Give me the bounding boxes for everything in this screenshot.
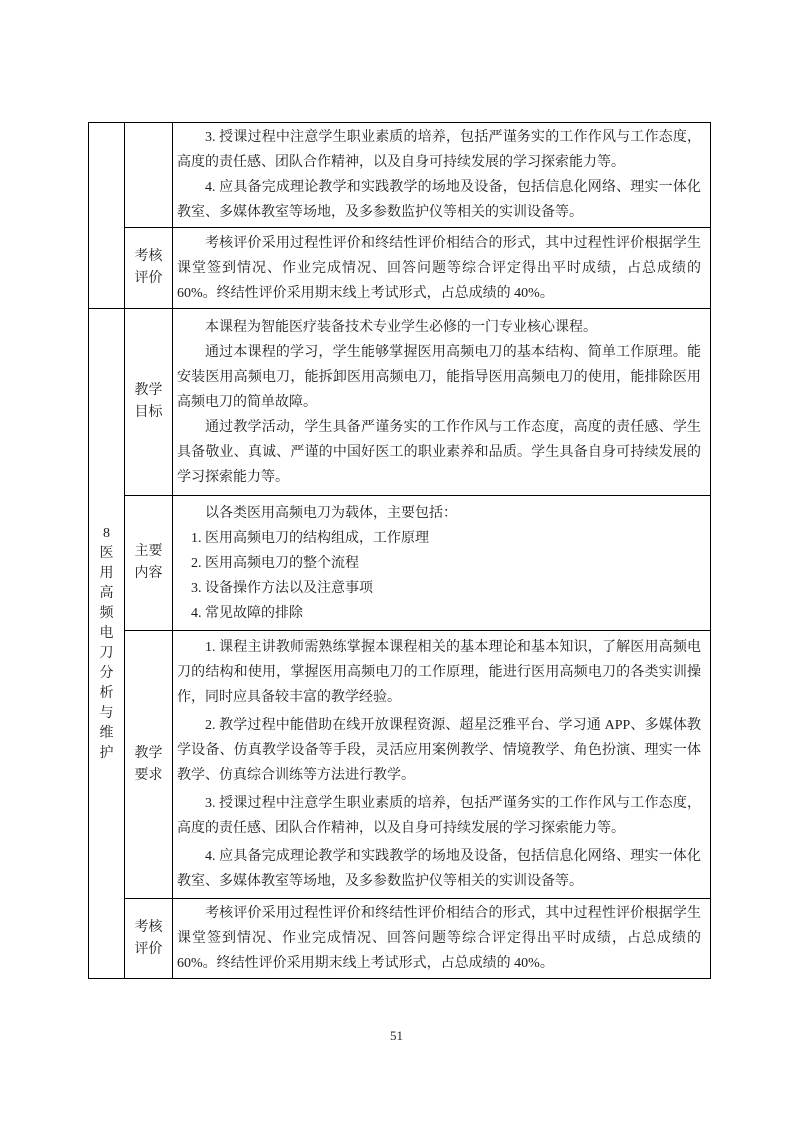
paragraph: 4. 应具备完成理论教学和实践教学的场地及设备，包括信息化网络、理实一体化教室、多媒体教室等场地，及多参数监护仪等相关的实训设备等。	[177, 849, 701, 889]
paragraph: 通过教学活动，学生具备严谨务实的工作作风与工作态度，高度的责任感、学生具备敬业、真诚、严谨的中国好医工的职业素养和品质。学生具备自身可持续发展的学习探索能力等。	[177, 419, 701, 485]
paragraph: 通过本课程的学习，学生能够掌握医用高频电刀的基本结构、简单工作原理。能安装医用高频电刀，能拆卸医用高频电刀，能指导医用高频电刀的使用，能排除医用高频电刀的简单故障。	[177, 344, 701, 410]
paragraph: 本课程为智能医疗装备技术专业学生必修的一门专业核心课程。	[205, 319, 597, 335]
row-label-requirements	[125, 631, 173, 899]
main-content-cell	[173, 496, 711, 631]
table-row	[89, 123, 711, 228]
table-row	[89, 309, 711, 496]
row-label-text: 教学目标	[134, 383, 163, 420]
objectives-cell	[173, 309, 711, 496]
paragraph: 考核评价采用过程性评价和终结性评价相结合的形式，其中过程性评价根据学生课堂签到情况、作业完成情况、回答问题等综合评定得出平时成绩，占总成绩的 60%。终结性评价采用期末线上考试形式，占总成绩的 40%。	[177, 906, 701, 971]
table-row	[89, 496, 711, 631]
row-label-text: 考核评价	[134, 249, 163, 286]
row-label-assessment	[125, 899, 173, 979]
row-label-empty	[125, 123, 173, 228]
teaching-requirements-continued-cell	[173, 123, 711, 228]
row-label-text: 主要内容	[134, 544, 163, 581]
page-number: 51	[390, 1028, 403, 1043]
list-item: 1. 医用高频电刀的结构组成，工作原理	[191, 530, 429, 546]
section-title-vertical: 8医用高频电刀分析与维护	[99, 525, 114, 761]
list-item: 3. 设备操作方法以及注意事项	[191, 580, 373, 596]
paragraph: 3. 授课过程中注意学生职业素质的培养，包括严谨务实的工作作风与工作态度，高度的责任感、团队合作精神，以及自身可持续发展的学习探索能力等。	[177, 130, 701, 170]
course-syllabus-table	[88, 122, 711, 979]
row-label-assessment	[125, 228, 173, 309]
row-label-objectives	[125, 309, 173, 496]
list-item: 2. 医用高频电刀的整个流程	[191, 555, 359, 571]
table-row	[89, 631, 711, 899]
row-label-text: 考核评价	[134, 919, 163, 957]
table-row	[89, 899, 711, 979]
section-number-cell	[89, 309, 125, 979]
requirements-cell	[173, 631, 711, 899]
paragraph: 2. 教学过程中能借助在线开放课程资源、超星泛雅平台、学习通 APP、多媒体教学设备、仿真教学设备等手段，灵活应用案例教学、情境教学、角色扮演、理实一体教学、仿真综合训练等方法进行教学。	[177, 718, 701, 783]
paragraph: 1. 课程主讲教师需熟练掌握本课程相关的基本理论和基本知识，了解医用高频电刀的结构和使用，掌握医用高频电刀的工作原理，能进行医用高频电刀的各类实训操作，同时应具备较丰富的教学经验。	[177, 640, 701, 705]
list-item: 4. 常见故障的排除	[191, 605, 303, 621]
table-row	[89, 228, 711, 309]
assessment-cell	[173, 899, 711, 979]
paragraph: 3. 授课过程中注意学生职业素质的培养，包括严谨务实的工作作风与工作态度，高度的责任感、团队合作精神，以及自身可持续发展的学习探索能力等。	[177, 796, 701, 836]
paragraph: 4. 应具备完成理论教学和实践教学的场地及设备，包括信息化网络、理实一体化教室、多媒体教室等场地，及多参数监护仪等相关的实训设备等。	[177, 180, 701, 220]
row-label-text: 教学要求	[134, 745, 163, 783]
paragraph: 以各类医用高频电刀为载体，主要包括：	[205, 505, 457, 521]
section-number-cell-continued	[89, 123, 125, 309]
assessment-cell	[173, 228, 711, 309]
row-label-content	[125, 496, 173, 631]
paragraph: 考核评价采用过程性评价和终结性评价相结合的形式，其中过程性评价根据学生课堂签到情况、作业完成情况、回答问题等综合评定得出平时成绩，占总成绩的 60%。终结性评价采用期末线上考试形式，占总成绩的 40%。	[177, 235, 701, 301]
